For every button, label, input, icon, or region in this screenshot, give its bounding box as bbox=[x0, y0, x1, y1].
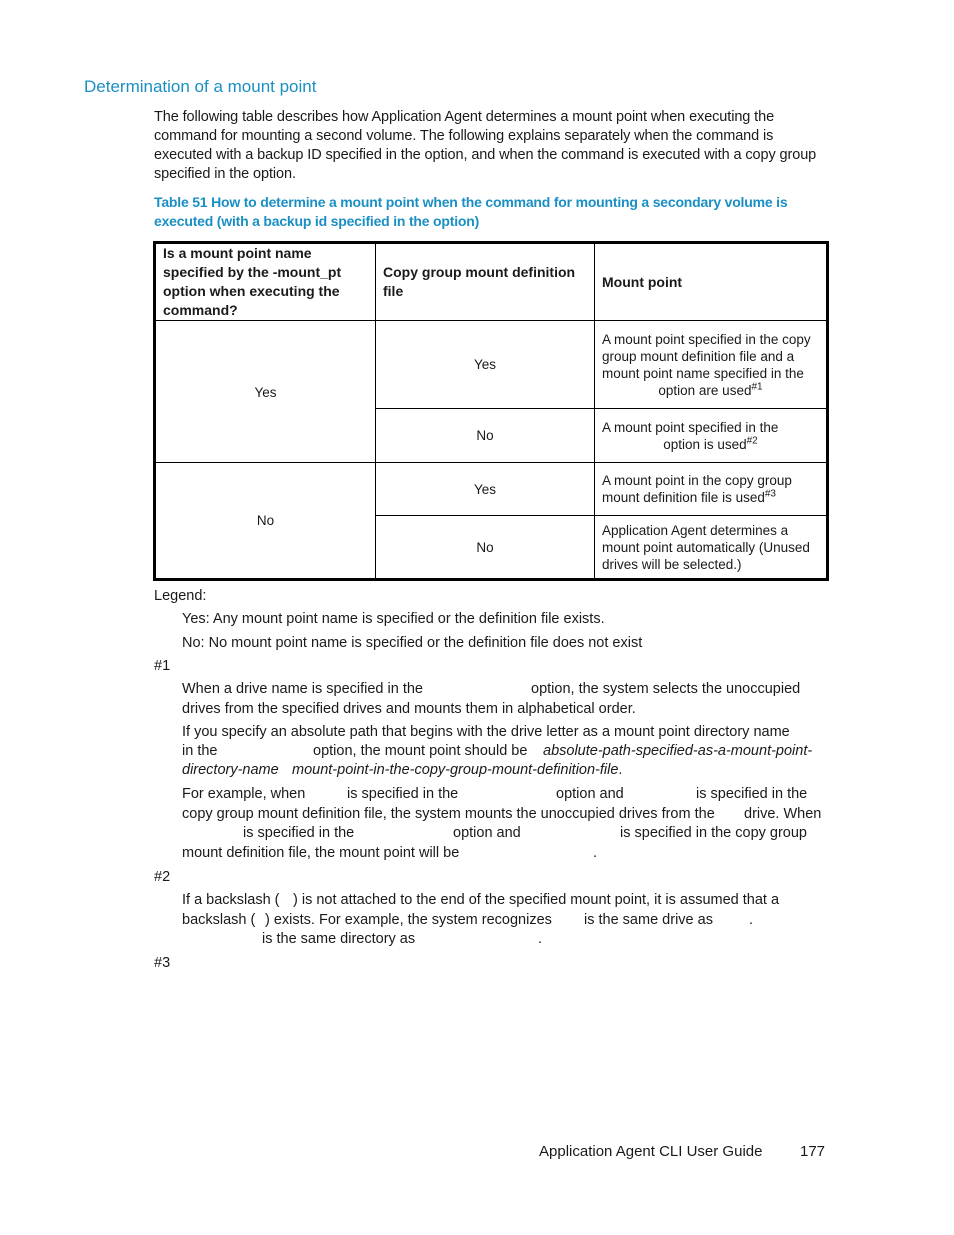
note-2-text: ) is not attached to the end of the specified mount point, it is assumed that a bbox=[293, 892, 780, 908]
cell-mount-point: Application Agent determines a mount point automatically (Unused drives will be selected.) bbox=[595, 516, 828, 580]
mount-point-tail: option are used bbox=[658, 382, 752, 398]
cell-specified-yes: Yes bbox=[155, 321, 376, 463]
note-1-label: #1 bbox=[154, 658, 171, 674]
cell-mount-point bbox=[595, 463, 828, 516]
note-1-italic-text: absolute-path-specified-as-a-mount-point- bbox=[543, 743, 813, 759]
cell-def-file: Yes bbox=[376, 463, 595, 516]
cell-mount-point bbox=[595, 321, 828, 409]
note-1-text: When a drive name is specified in the bbox=[182, 681, 423, 697]
legend-label: Legend: bbox=[154, 588, 207, 604]
note-2-text: . bbox=[538, 931, 543, 947]
footnote-ref: #1 bbox=[751, 381, 763, 392]
cell-def-file: Yes bbox=[376, 321, 595, 409]
footnote-ref: #3 bbox=[764, 488, 776, 500]
page-number: 177 bbox=[800, 1143, 826, 1160]
cell-specified-no: No bbox=[155, 463, 376, 580]
note-1-italic-text: directory-name bbox=[182, 762, 279, 778]
note-1-italic-text: mount-point-in-the-copy-group-mount-definition-file bbox=[292, 762, 619, 778]
cell-def-file: No bbox=[376, 516, 595, 580]
mount-point-tail: option is used bbox=[663, 436, 747, 452]
note-1-text: option, the system selects the unoccupied bbox=[531, 681, 801, 697]
intro-paragraph: The following table describes how Application Agent determines a mount point when executing the command for mounting a second volume. The following explains separately when the command is executed with a backup ID specified in the option, and when the command is executed with a copy group specified in the option. bbox=[154, 109, 817, 182]
note-2-text: is the same drive as bbox=[584, 912, 713, 928]
note-1-text: option, the mount point should be bbox=[313, 743, 528, 759]
mount-point-text: A mount point in the copy group mount definition file is used bbox=[602, 473, 792, 505]
note-1-text: drives from the specified drives and mounts them in alphabetical order. bbox=[182, 701, 636, 717]
note-2-text: If a backslash ( bbox=[182, 892, 280, 908]
note-1-period: . bbox=[618, 762, 623, 778]
note-1-text: is specified in the bbox=[243, 825, 355, 841]
note-1-italic bbox=[292, 761, 622, 780]
note-1-text: . bbox=[593, 845, 598, 861]
header-mount-pt-specified: Is a mount point name specified by the -mount_pt option when executing the command? bbox=[155, 243, 376, 321]
note-1-text: is specified in the bbox=[347, 786, 459, 802]
table-row bbox=[155, 321, 828, 409]
note-1-italic bbox=[182, 761, 279, 780]
table-header-row bbox=[155, 243, 828, 321]
footnote-ref: #2 bbox=[746, 435, 758, 446]
note-1-italic bbox=[543, 742, 812, 761]
mount-point-text: A mount point specified in the bbox=[602, 419, 779, 435]
legend-no: No: No mount point name is specified or the definition file does not exist bbox=[182, 635, 643, 651]
mount-point-table bbox=[153, 241, 829, 581]
mount-point-text: A mount point specified in the copy group mount definition file and a mount point name specified in the bbox=[602, 331, 811, 381]
note-1-text: is specified in the bbox=[696, 786, 808, 802]
footer-guide-title: Application Agent CLI User Guide bbox=[539, 1143, 763, 1160]
cell-mount-point bbox=[595, 409, 828, 463]
note-2-text: . bbox=[749, 912, 754, 928]
note-1-text: If you specify an absolute path that begins with the drive letter as a mount point directory name bbox=[182, 724, 790, 740]
section-title: Determination of a mount point bbox=[84, 77, 317, 96]
note-2-text: is the same directory as bbox=[262, 931, 416, 947]
note-1-text: option and bbox=[453, 825, 521, 841]
table-row bbox=[155, 463, 828, 516]
note-3-label: #3 bbox=[154, 955, 171, 971]
note-2-text: backslash ( bbox=[182, 912, 256, 928]
note-1-text: copy group mount definition file, the system mounts the unoccupied drives from the bbox=[182, 806, 715, 822]
header-def-file: Copy group mount definition file bbox=[376, 243, 595, 321]
note-1-text: option and bbox=[556, 786, 624, 802]
cell-def-file: No bbox=[376, 409, 595, 463]
note-2-label: #2 bbox=[154, 869, 171, 885]
note-1-text: is specified in the copy group bbox=[620, 825, 807, 841]
note-1-text: mount definition file, the mount point will be bbox=[182, 845, 460, 861]
header-mount-point: Mount point bbox=[595, 243, 828, 321]
note-1-text: drive. When bbox=[744, 806, 822, 822]
note-1-text: in the bbox=[182, 743, 218, 759]
table-caption: Table 51 How to determine a mount point when the command for mounting a secondary volume is executed (with a backup id specified in the option) bbox=[154, 194, 788, 229]
note-1-text: For example, when bbox=[182, 786, 306, 802]
legend-yes: Yes: Any mount point name is specified or the definition file exists. bbox=[182, 611, 605, 627]
note-2-text: ) exists. For example, the system recognizes bbox=[265, 912, 552, 928]
